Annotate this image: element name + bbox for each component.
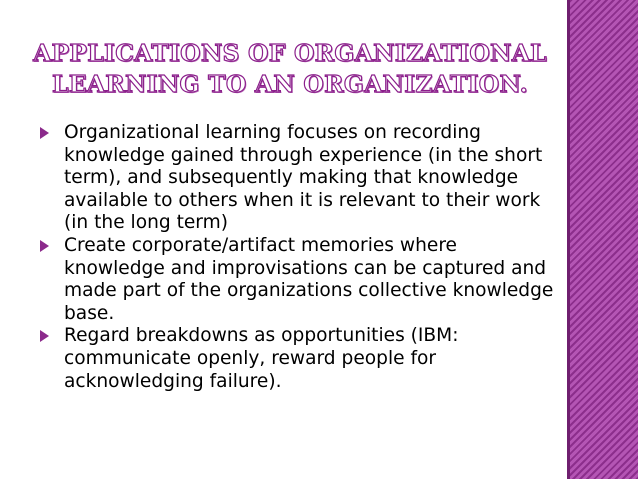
- bullet-item: [40, 235, 560, 325]
- decorative-stripe-bar: [570, 0, 638, 479]
- slide-title-line-1: APPLICATIONS OF ORGANIZATIONAL: [33, 39, 547, 67]
- slide-title: [20, 38, 560, 100]
- bullet-text: Create corporate/artifact memories where knowledge and improvisations can be captured and made part of the organizations collective knowledge base.: [64, 234, 554, 324]
- bullet-text: Regard breakdowns as opportunities (IBM: communicate openly, reward people for acknowledging failure).: [64, 325, 459, 392]
- bullet-list: [40, 122, 560, 393]
- bullet-item: [40, 122, 560, 235]
- triangle-bullet-icon: [40, 240, 49, 252]
- triangle-bullet-icon: [40, 127, 49, 139]
- triangle-bullet-icon: [40, 330, 49, 342]
- slide-title-line-2: LEARNING TO AN ORGANIZATION.: [51, 70, 529, 98]
- bullet-item: [40, 325, 560, 393]
- bullet-text: Organizational learning focuses on recording knowledge gained through experience (in the short term), and subsequently making that knowledge available to others when it is relevant to their work (in the long term): [64, 122, 543, 234]
